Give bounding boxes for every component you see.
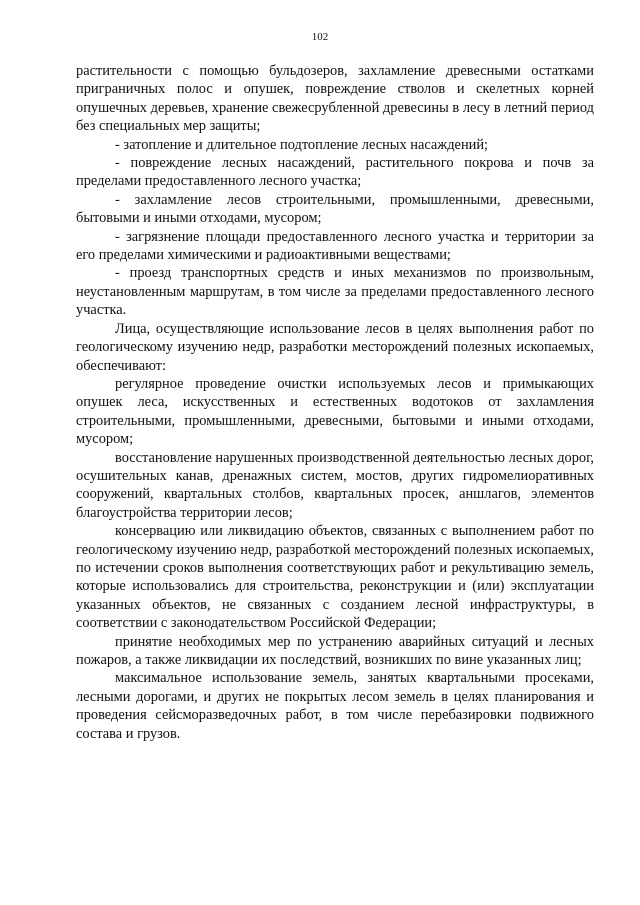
paragraph: Лица, осуществляющие использование лесов в целях выполнения работ по геологическому изучению недр, разработки месторождений полезных ископаемых, обеспечивают: <box>76 320 594 374</box>
list-item: консервацию или ликвидацию объектов, связанных с выполнением работ по геологическому изучению недр, разработкой месторождений полезных ископаемых, по истечении сроков выполнения соответствующих работ и рекультивацию земель, которые использовались для строительства, реконструкции и (или) эксплуатации указанных объектов, не связанных с созданием лесной инфраструктуры, в соответствии с законодательством Российской Федерации; <box>76 523 594 632</box>
list-item: принятие необходимых мер по устранению аварийных ситуаций и лесных пожаров, а также ликвидации их последствий, возникших по вине указанных лиц; <box>76 633 594 668</box>
list-item: - затопление и длительное подтопление лесных насаждений; <box>115 136 489 153</box>
list-item: - загрязнение площади предоставленного лесного участка и территории за его пределами химическими и радиоактивными веществами; <box>76 228 594 264</box>
list-item: - проезд транспортных средств и иных механизмов по произвольным, неустановленным маршрутам, в том числе за пределами предоставленного лесного участка. <box>76 265 594 319</box>
page-number: 102 <box>311 31 329 43</box>
list-item: - захламление лесов строительными, промышленными, древесными, бытовыми и иными отходами, мусором; <box>76 191 594 227</box>
paragraph-continuation: растительности с помощью бульдозеров, захламление древесными остатками приграничных полос и опушек, повреждение стволов и скелетных корней опушечных деревьев, хранение свежесрубленной древесины в лесу в летний период без специальных мер защиты; <box>76 63 594 135</box>
list-item: - повреждение лесных насаждений, растительного покрова и почв за пределами предоставленного лесного участка; <box>76 155 594 190</box>
page-body <box>76 62 594 743</box>
list-item: максимальное использование земель, занятых квартальными просеками, лесными дорогами, и других не покрытых лесом земель в целях планирования и проведения сейсморазведочных работ, в том числе перебазировки подвижного состава и грузов. <box>76 670 594 742</box>
list-item: регулярное проведение очистки используемых лесов и примыкающих опушек леса, искусственных и естественных водотоков от захламления строительными, промышленными, древесными, бытовыми и иными отходами, мусором; <box>76 375 594 448</box>
list-item: восстановление нарушенных производственной деятельностью лесных дорог, осушительных канав, дренажных систем, мостов, других гидромелиоративных сооружений, квартальных столбов, квартальных просек, аншлагов, элементов благоустройства территории лесов; <box>76 449 594 521</box>
